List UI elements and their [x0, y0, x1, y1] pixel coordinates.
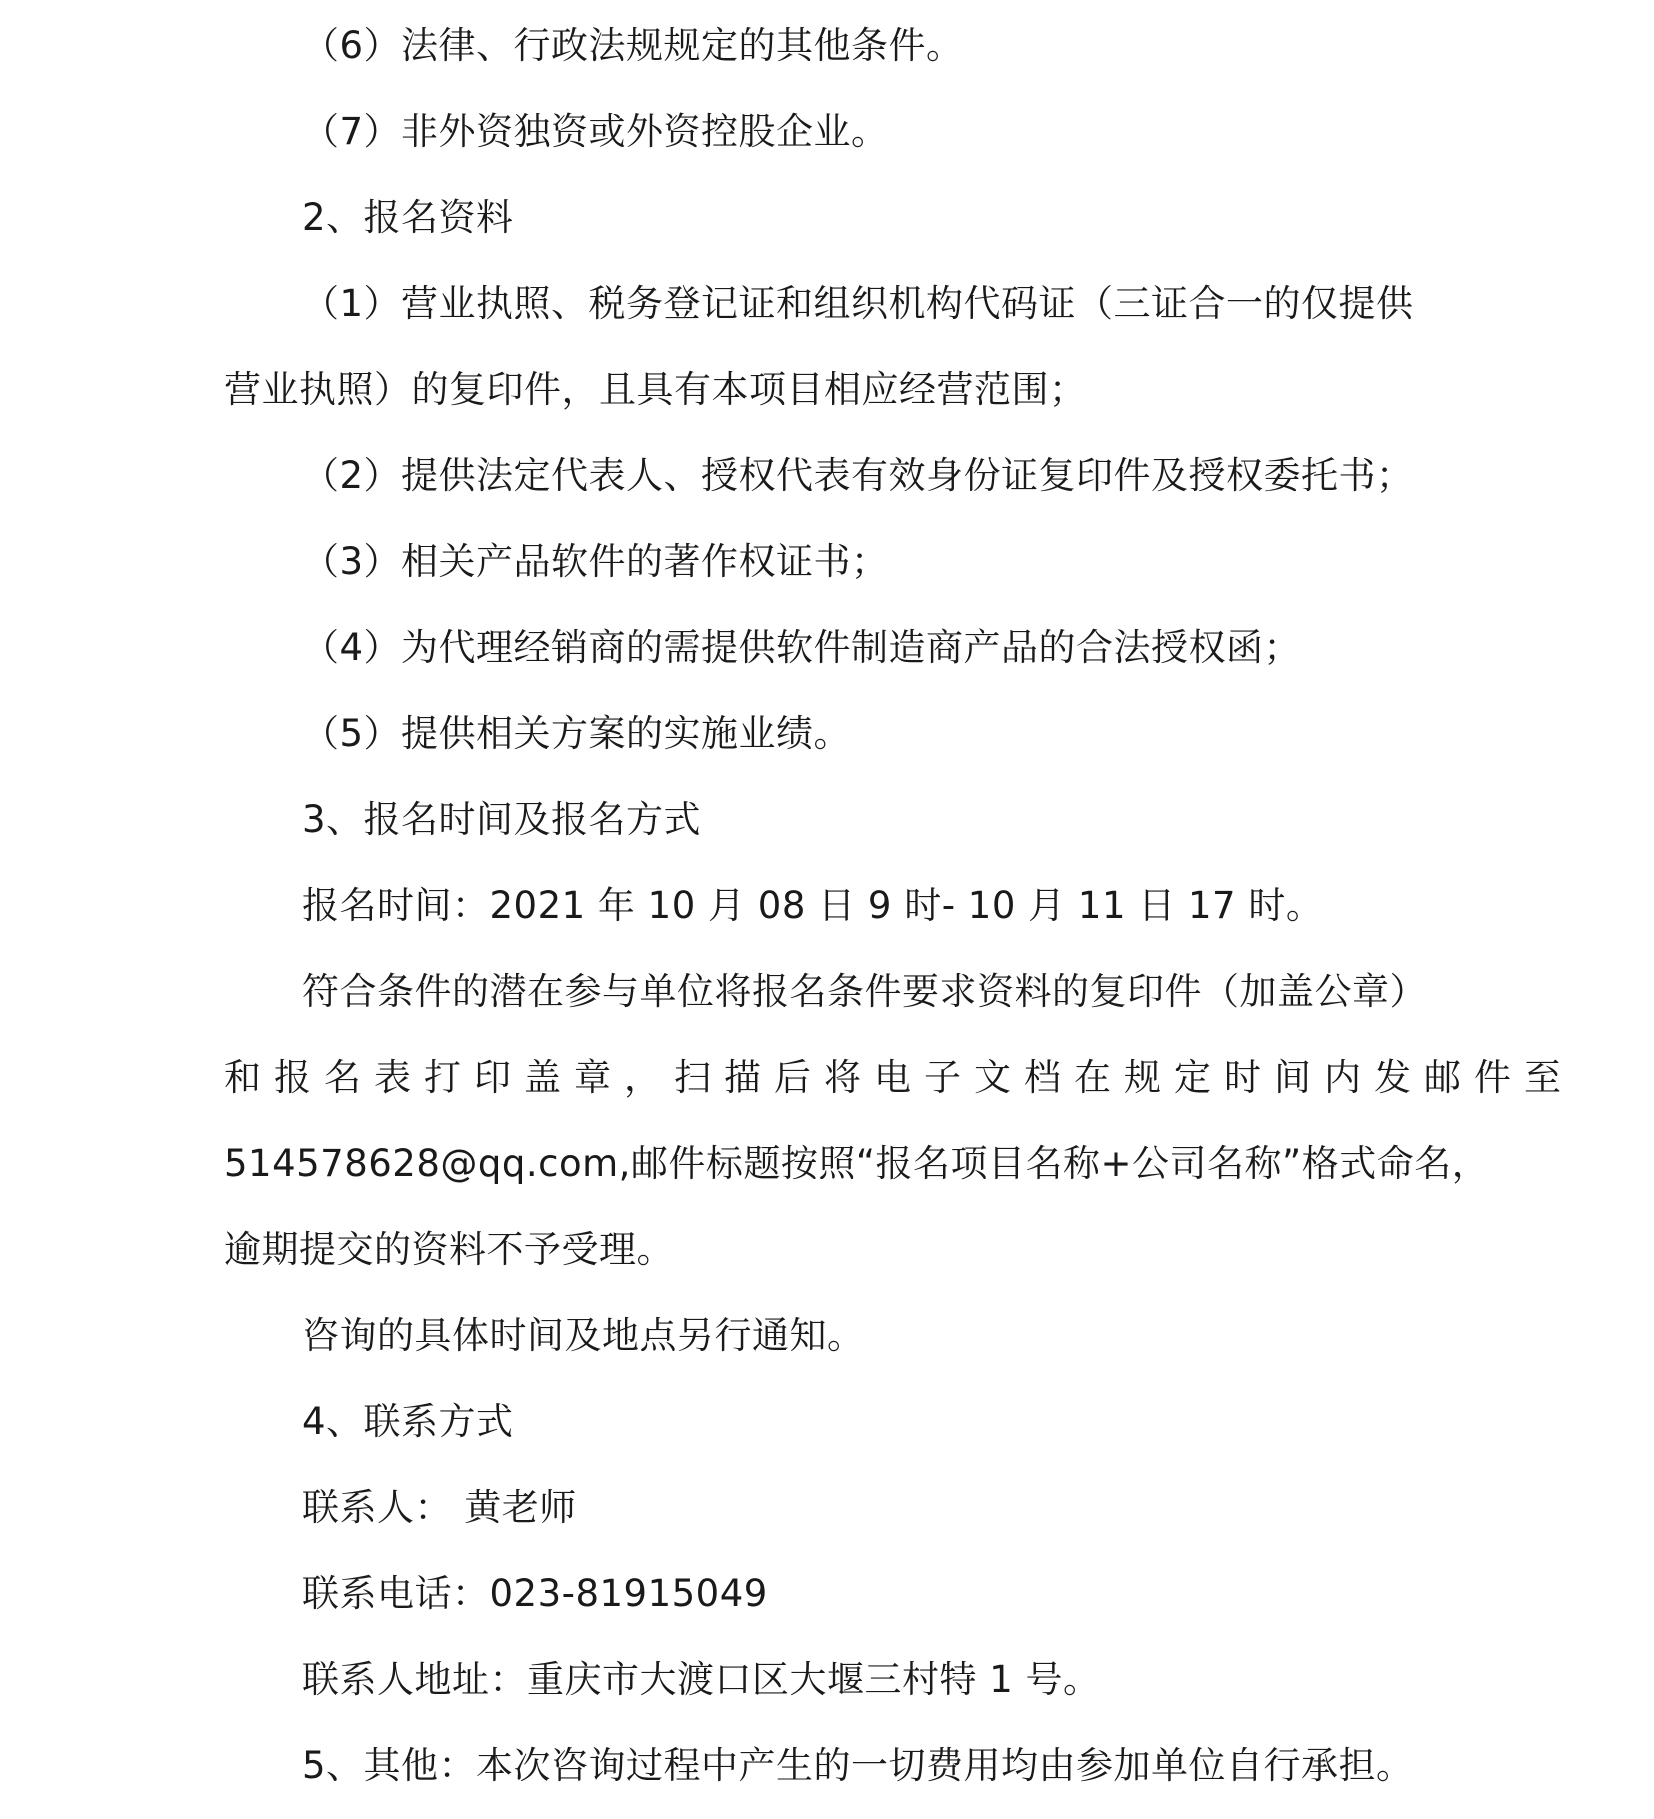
registration-time: 报名时间：2021 年 10 月 08 日 9 时- 10 月 11 日 17 时。	[302, 884, 1324, 927]
section-heading-5-other: 5、其他：本次咨询过程中产生的一切费用均由参加单位自行承担。	[302, 1744, 1414, 1787]
registration-email-line: 514578628@qq.com,邮件标题按照“报名项目名称+公司名称”格式命名，	[224, 1142, 1490, 1185]
material-5: （5）提供相关方案的实施业绩。	[302, 712, 852, 755]
material-1-line-2: 营业执照）的复印件，且具有本项目相应经营范围；	[224, 368, 1087, 411]
registration-method-line-1: 符合条件的潜在参与单位将报名条件要求资料的复印件（加盖公章）	[302, 970, 1427, 1013]
contact-person: 联系人： 黄老师	[302, 1486, 577, 1529]
registration-method-line-4: 逾期提交的资料不予受理。	[224, 1228, 674, 1271]
contact-address: 联系人地址：重庆市大渡口区大堰三村特 1 号。	[302, 1658, 1101, 1701]
section-heading-2: 2、报名资料	[302, 196, 514, 239]
material-2: （2）提供法定代表人、授权代表有效身份证复印件及授权委托书；	[302, 454, 1414, 497]
material-4: （4）为代理经销商的需提供软件制造商产品的合法授权函；	[302, 626, 1302, 669]
registration-method-line-2: 和报名表打印盖章，扫描后将电子文档在规定时间内发邮件至	[224, 1056, 1574, 1099]
consultation-notice: 咨询的具体时间及地点另行通知。	[302, 1314, 865, 1357]
section-heading-3: 3、报名时间及报名方式	[302, 798, 702, 841]
condition-6: （6）法律、行政法规规定的其他条件。	[302, 24, 964, 67]
condition-7: （7）非外资独资或外资控股企业。	[302, 110, 889, 153]
material-3: （3）相关产品软件的著作权证书；	[302, 540, 889, 583]
contact-phone: 联系电话：023-81915049	[302, 1572, 768, 1615]
section-heading-4: 4、联系方式	[302, 1400, 514, 1443]
material-1-line-1: （1）营业执照、税务登记证和组织机构代码证（三证合一的仅提供	[302, 282, 1414, 325]
